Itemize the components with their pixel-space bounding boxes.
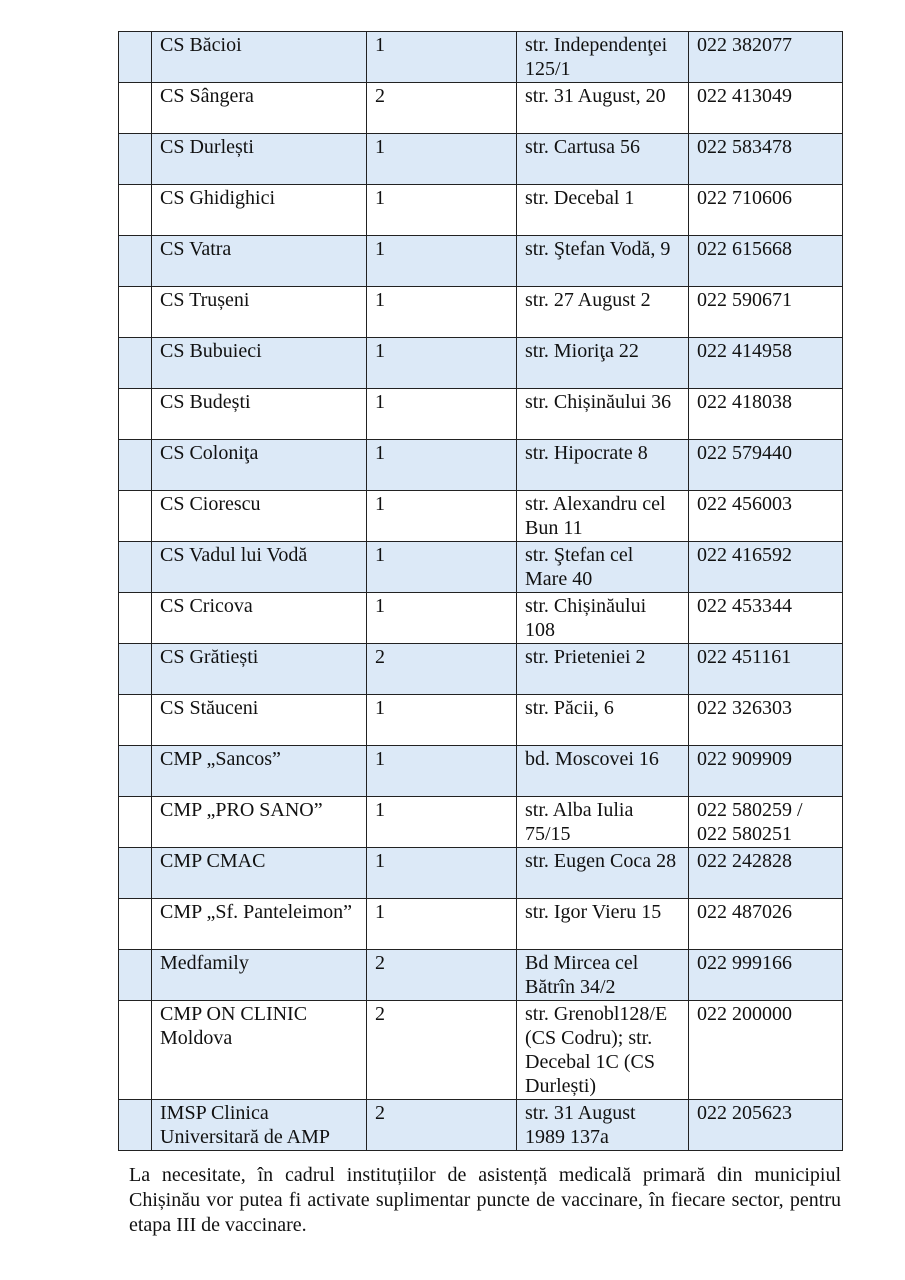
- institution-cell: CMP CMAC: [152, 848, 367, 899]
- address-cell: str. Chișinăului 36: [517, 389, 689, 440]
- row-index-cell: [119, 746, 152, 797]
- address-cell: str. Chișinăului 108: [517, 593, 689, 644]
- table-row: [119, 134, 843, 185]
- phone-cell: 022 710606: [689, 185, 843, 236]
- row-index-cell: [119, 950, 152, 1001]
- address-cell: str. 31 August 1989 137a: [517, 1100, 689, 1151]
- institution-cell: CMP ON CLINIC Moldova: [152, 1001, 367, 1100]
- address-cell: str. Ştefan cel Mare 40: [517, 542, 689, 593]
- institution-cell: CS Stăuceni: [152, 695, 367, 746]
- institution-cell: CS Cricova: [152, 593, 367, 644]
- institution-cell: CS Coloniţa: [152, 440, 367, 491]
- row-index-cell: [119, 695, 152, 746]
- address-cell: str. Eugen Coca 28: [517, 848, 689, 899]
- points-cell: 2: [367, 644, 517, 695]
- points-cell: 2: [367, 1001, 517, 1100]
- phone-cell: 022 413049: [689, 83, 843, 134]
- row-index-cell: [119, 338, 152, 389]
- address-cell: str. Cartusa 56: [517, 134, 689, 185]
- table-row: [119, 593, 843, 644]
- institution-cell: CS Ciorescu: [152, 491, 367, 542]
- vaccination-centers-table: [118, 31, 843, 1151]
- row-index-cell: [119, 848, 152, 899]
- address-cell: bd. Moscovei 16: [517, 746, 689, 797]
- points-cell: 1: [367, 542, 517, 593]
- address-cell: str. Independenţei 125/1: [517, 32, 689, 83]
- institution-cell: CS Budești: [152, 389, 367, 440]
- institution-cell: CS Sângera: [152, 83, 367, 134]
- row-index-cell: [119, 287, 152, 338]
- phone-cell: 022 200000: [689, 1001, 843, 1100]
- phone-cell: 022 205623: [689, 1100, 843, 1151]
- points-cell: 1: [367, 134, 517, 185]
- address-cell: str. Alba Iulia 75/15: [517, 797, 689, 848]
- table-row: [119, 440, 843, 491]
- row-index-cell: [119, 134, 152, 185]
- points-cell: 1: [367, 593, 517, 644]
- table-row: [119, 542, 843, 593]
- table-row: [119, 83, 843, 134]
- institution-cell: CS Durlești: [152, 134, 367, 185]
- table-row: [119, 746, 843, 797]
- points-cell: 1: [367, 440, 517, 491]
- phone-cell: 022 451161: [689, 644, 843, 695]
- table-row: [119, 797, 843, 848]
- address-cell: str. 27 August 2: [517, 287, 689, 338]
- phone-cell: 022 382077: [689, 32, 843, 83]
- phone-cell: 022 242828: [689, 848, 843, 899]
- points-cell: 1: [367, 695, 517, 746]
- address-cell: str. Ştefan Vodă, 9: [517, 236, 689, 287]
- institution-cell: IMSP Clinica Universitară de AMP: [152, 1100, 367, 1151]
- row-index-cell: [119, 1001, 152, 1100]
- institution-cell: CMP „Sf. Panteleimon”: [152, 899, 367, 950]
- points-cell: 1: [367, 32, 517, 83]
- table-body: [119, 32, 843, 1151]
- institution-cell: CS Ghidighici: [152, 185, 367, 236]
- table-row: [119, 491, 843, 542]
- points-cell: 1: [367, 797, 517, 848]
- row-index-cell: [119, 185, 152, 236]
- row-index-cell: [119, 542, 152, 593]
- table-row: [119, 644, 843, 695]
- points-cell: 1: [367, 287, 517, 338]
- note-paragraph: La necesitate, în cadrul instituțiilor de asistență medicală primară din municipiul Chișinău vor putea fi activate suplimentar puncte de vaccinare, în fiecare sector, pentru etapa III de vaccinare.: [129, 1164, 841, 1236]
- phone-cell: 022 583478: [689, 134, 843, 185]
- table-row: [119, 185, 843, 236]
- address-cell: str. Prieteniei 2: [517, 644, 689, 695]
- points-cell: 1: [367, 899, 517, 950]
- table-row: [119, 950, 843, 1001]
- points-cell: 1: [367, 491, 517, 542]
- phone-cell: 022 590671: [689, 287, 843, 338]
- institution-cell: CS Vatra: [152, 236, 367, 287]
- address-cell: str. Mioriţa 22: [517, 338, 689, 389]
- phone-cell: 022 416592: [689, 542, 843, 593]
- phone-cell: 022 453344: [689, 593, 843, 644]
- points-cell: 1: [367, 185, 517, 236]
- row-index-cell: [119, 491, 152, 542]
- row-index-cell: [119, 83, 152, 134]
- row-index-cell: [119, 593, 152, 644]
- table-row: [119, 848, 843, 899]
- points-cell: 1: [367, 746, 517, 797]
- institution-cell: Medfamily: [152, 950, 367, 1001]
- points-cell: 1: [367, 389, 517, 440]
- institution-cell: CMP „Sancos”: [152, 746, 367, 797]
- address-cell: Bd Mircea cel Bătrîn 34/2: [517, 950, 689, 1001]
- table-row: [119, 287, 843, 338]
- points-cell: 1: [367, 236, 517, 287]
- address-cell: str. Alexandru cel Bun 11: [517, 491, 689, 542]
- institution-cell: CS Trușeni: [152, 287, 367, 338]
- phone-cell: 022 579440: [689, 440, 843, 491]
- phone-cell: 022 615668: [689, 236, 843, 287]
- phone-cell: 022 487026: [689, 899, 843, 950]
- phone-cell: 022 418038: [689, 389, 843, 440]
- address-cell: str. 31 August, 20: [517, 83, 689, 134]
- points-cell: 2: [367, 1100, 517, 1151]
- points-cell: 2: [367, 83, 517, 134]
- row-index-cell: [119, 236, 152, 287]
- table-row: [119, 236, 843, 287]
- row-index-cell: [119, 899, 152, 950]
- phone-cell: 022 580259 / 022 580251: [689, 797, 843, 848]
- table-row: [119, 389, 843, 440]
- institution-cell: CS Vadul lui Vodă: [152, 542, 367, 593]
- institution-cell: CS Băcioi: [152, 32, 367, 83]
- row-index-cell: [119, 440, 152, 491]
- row-index-cell: [119, 389, 152, 440]
- table-row: [119, 1100, 843, 1151]
- institution-cell: CS Grătiești: [152, 644, 367, 695]
- phone-cell: 022 414958: [689, 338, 843, 389]
- phone-cell: 022 909909: [689, 746, 843, 797]
- phone-cell: 022 326303: [689, 695, 843, 746]
- table-row: [119, 695, 843, 746]
- table-row: [119, 899, 843, 950]
- address-cell: str. Păcii, 6: [517, 695, 689, 746]
- row-index-cell: [119, 797, 152, 848]
- address-cell: str. Hipocrate 8: [517, 440, 689, 491]
- institution-cell: CS Bubuieci: [152, 338, 367, 389]
- table-row: [119, 32, 843, 83]
- points-cell: 2: [367, 950, 517, 1001]
- row-index-cell: [119, 644, 152, 695]
- row-index-cell: [119, 1100, 152, 1151]
- points-cell: 1: [367, 848, 517, 899]
- phone-cell: 022 999166: [689, 950, 843, 1001]
- address-cell: str. Igor Vieru 15: [517, 899, 689, 950]
- address-cell: str. Decebal 1: [517, 185, 689, 236]
- phone-cell: 022 456003: [689, 491, 843, 542]
- address-cell: str. Grenobl128/E (CS Codru); str. Decebal 1C (CS Durlești): [517, 1001, 689, 1100]
- row-index-cell: [119, 32, 152, 83]
- points-cell: 1: [367, 338, 517, 389]
- table-row: [119, 1001, 843, 1100]
- institution-cell: CMP „PRO SANO”: [152, 797, 367, 848]
- table-row: [119, 338, 843, 389]
